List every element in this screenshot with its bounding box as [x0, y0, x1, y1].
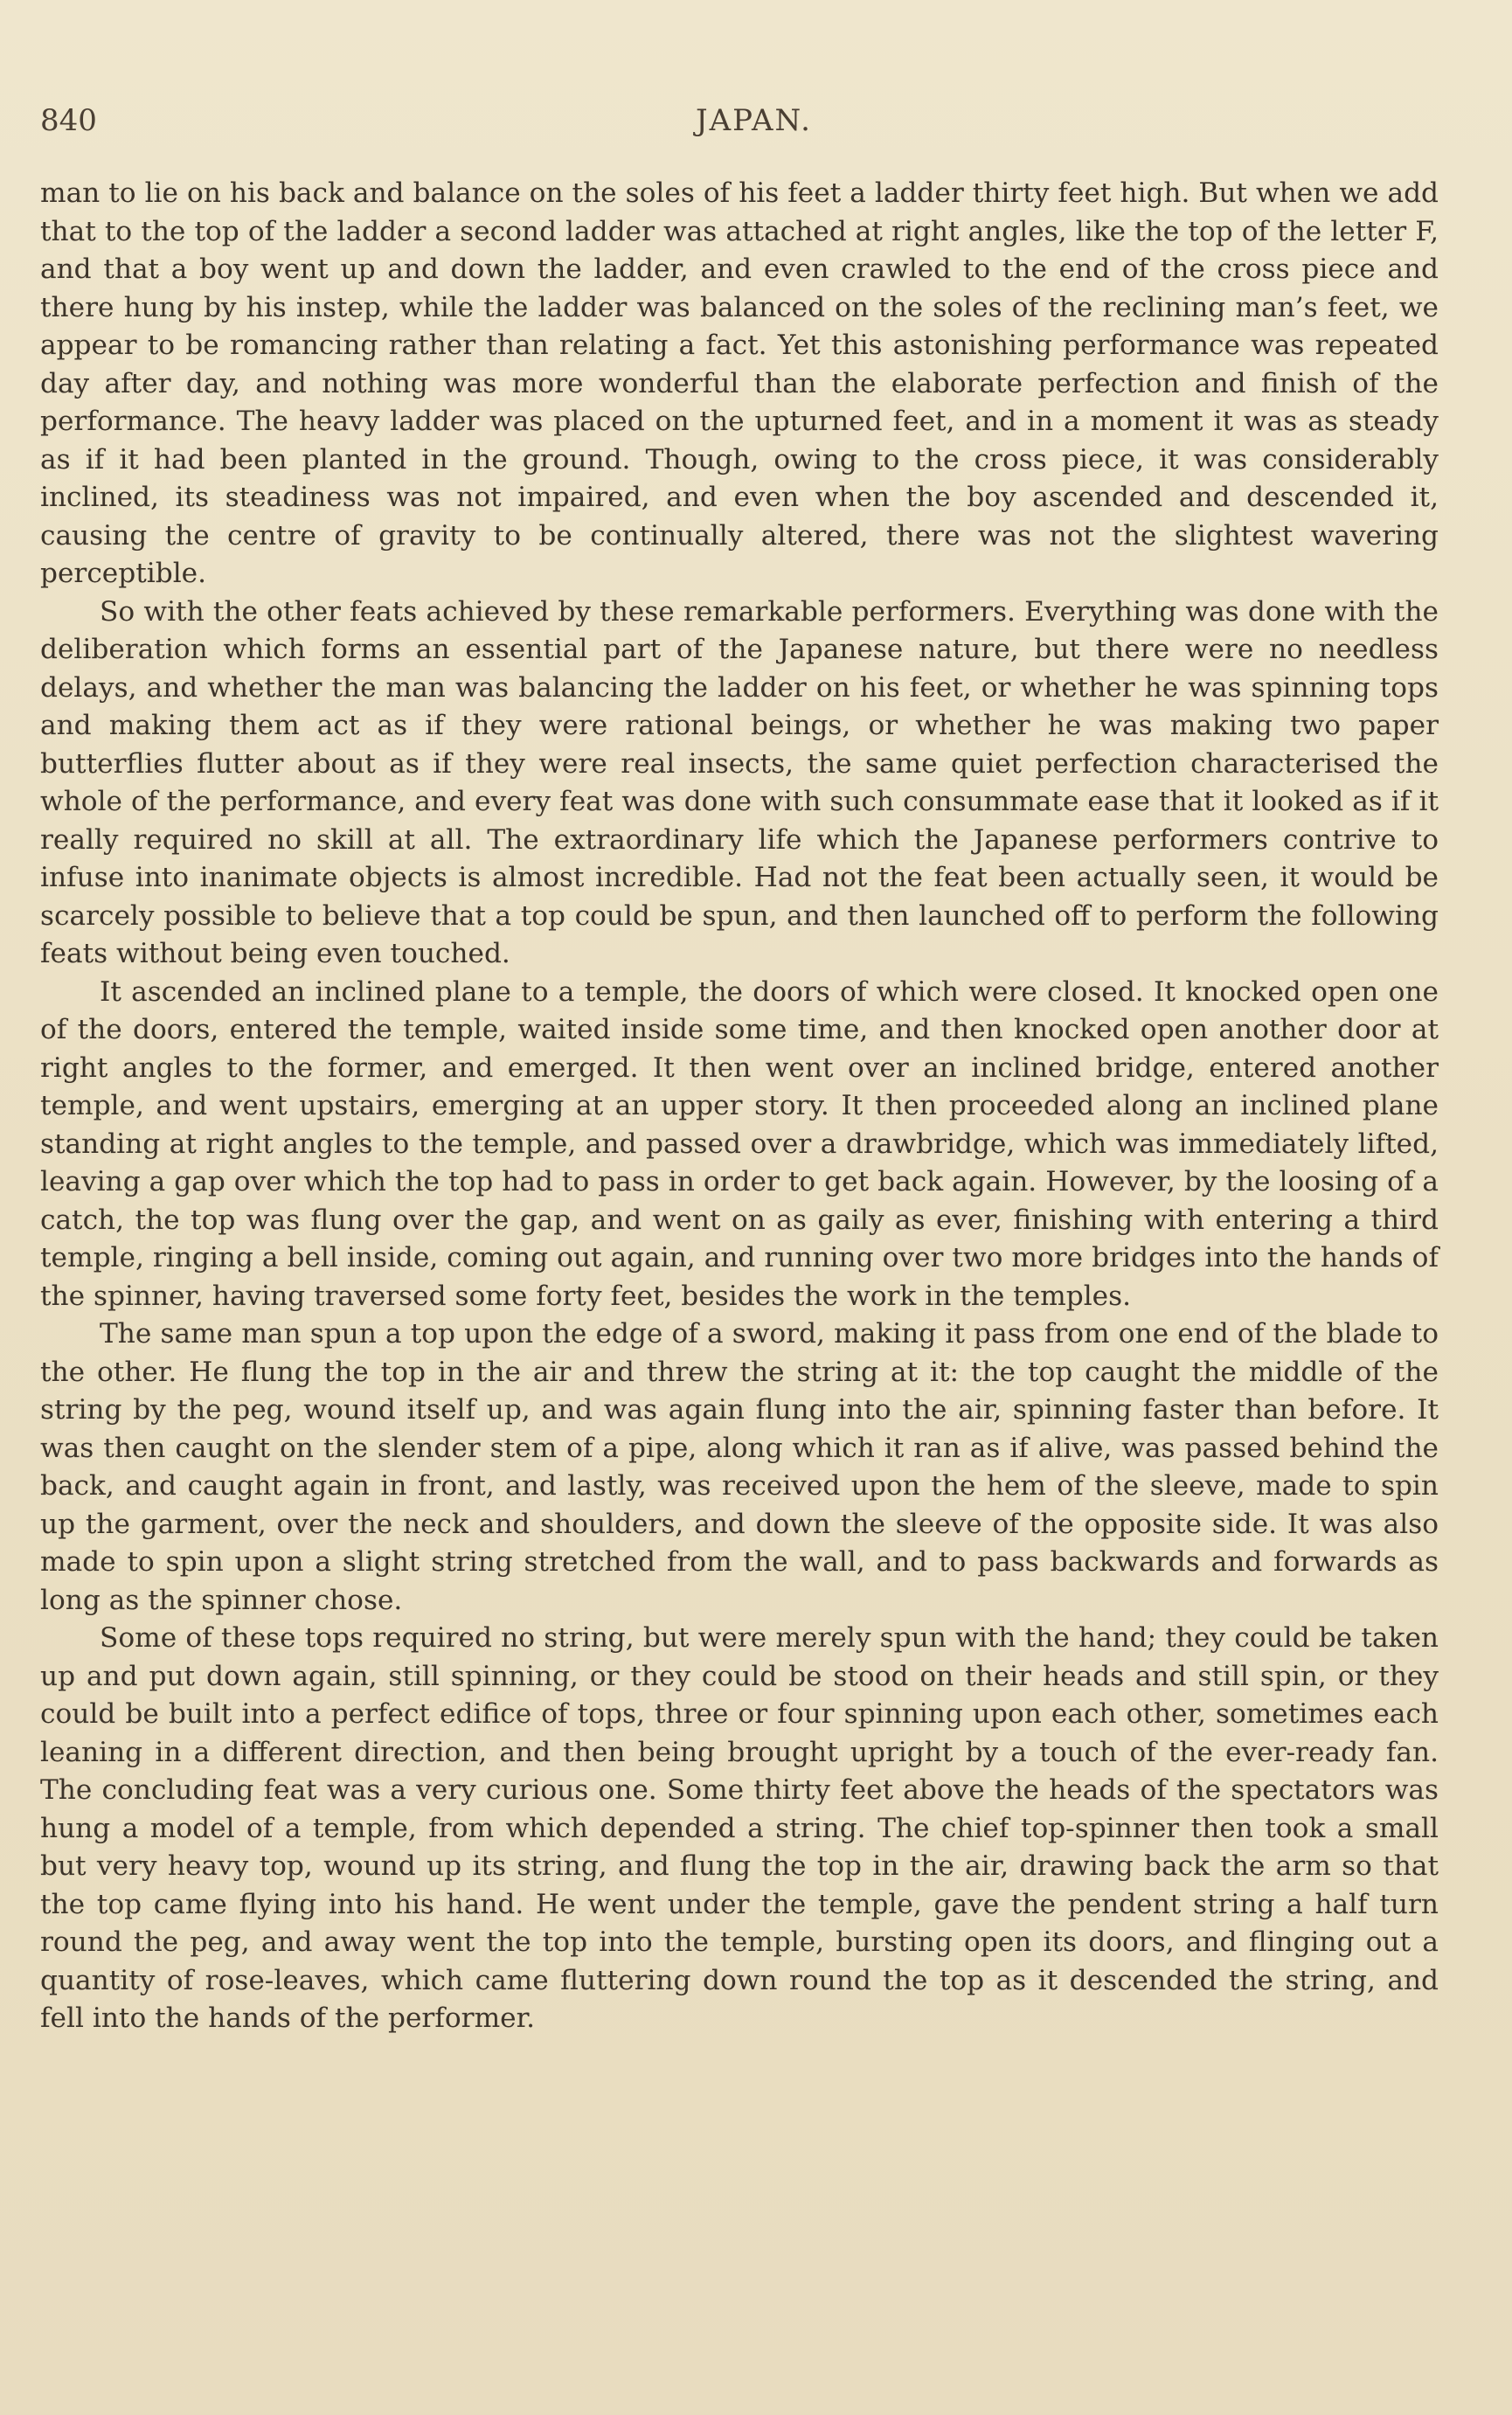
paragraph: It ascended an inclined plane to a temple, the doors of which were closed. It knocked open one of the doors, entered the temple, waited inside some time, and then knocked open another door at right angles to the former, and emerged. It then went over an inclined bridge, entered another temple, and went upstairs, emerging at an upper story. It then proceeded along an inclined plane standing at right angles to the temple, and passed over a drawbridge, which was immediately lifted, leaving a gap over which the top had to pass in order to get back again. However, by the loosing of a catch, the top was flung over the gap, and went on as gaily as ever, finishing with entering a third temple, ringing a bell inside, coming out again, and running over two more bridges into the hands of the spinner, having traversed some forty feet, besides the work in the temples. — [40, 975, 1439, 1312]
paragraph: Some of these tops required no string, but were merely spun with the hand; they could be taken up and put down again, still spinning, or they could be stood on their heads and still spin, or they could be built into a perfect edifice of tops, three or four spinning upon each other, sometimes each leaning in a different direction, and then being brought upright by a touch of the ever-ready fan. The concluding feat was a very curious one. Some thirty feet above the heads of the spectators was hung a model of a temple, from which depended a string. The chief top-spinner then took a small but very heavy top, wound up its string, and flung the top in the air, drawing back the arm so that the top came flying into his hand. He went under the temple, gave the pendent string a half turn round the peg, and away went the top into the temple, bursting open its doors, and flinging out a quantity of rose-leaves, which came fluttering down round the top as it descended the string, and fell into the hands of the performer. — [40, 1622, 1439, 2034]
page-number: 840 — [40, 103, 97, 138]
paragraph-continued: man to lie on his back and balance on the soles of his feet a ladder thirty feet high. But when we add that to the top of the ladder a second ladder was attached at right angles, like the top of the letter F, and that a boy went up and down the ladder, and even crawled to the end of the cross piece and there hung by his instep, while the ladder was balanced on the soles of the reclining man’s feet, we appear to be romancing rather than relating a fact. Yet this astonishing performance was repeated day after day, and nothing was more wonderful than the elaborate perfection and finish of the performance. The heavy ladder was placed on the upturned feet, and in a moment it was as steady as if it had been planted in the ground. Though, owing to the cross piece, it was considerably inclined, its steadiness was not impaired, and even when the boy ascended and descended it, causing the centre of gravity to be continually altered, there was not the slightest wavering perceptible. — [40, 177, 1439, 589]
running-head: JAPAN. — [696, 103, 812, 138]
paragraph: So with the other feats achieved by these remarkable performers. Everything was done with the deliberation which forms an essential part of the Japanese nature, but there were no needless delays, and whether the man was balancing the ladder on his feet, or whether he was spinning tops and making them act as if they were rational beings, or whether he was making two paper butterflies flutter about as if they were real insects, the same quiet perfection characterised the whole of the performance, and every feat was done with such consummate ease that it looked as if it really required no skill at all. The extraordinary life which the Japanese performers contrive to infuse into inanimate objects is almost incredible. Had not the feat been actually seen, it would be scarcely possible to believe that a top could be spun, and then launched off to perform the following feats without being even touched. — [40, 595, 1439, 969]
paragraph: The same man spun a top upon the edge of a sword, making it pass from one end of the blade to the other. He flung the top in the air and threw the string at it: the top caught the middle of the string by the peg, wound itself up, and was again flung into the air, spinning faster than before. It was then caught on the slender stem of a pipe, along which it ran as if alive, was passed behind the back, and caught again in front, and lastly, was received upon the hem of the sleeve, made to spin up the garment, over the neck and shoulders, and down the sleeve of the opposite side. It was also made to spin upon a slight string stretched from the wall, and to pass backwards and forwards as long as the spinner chose. — [40, 1318, 1439, 1616]
page-header — [40, 103, 1439, 147]
page-body — [40, 175, 1439, 2038]
